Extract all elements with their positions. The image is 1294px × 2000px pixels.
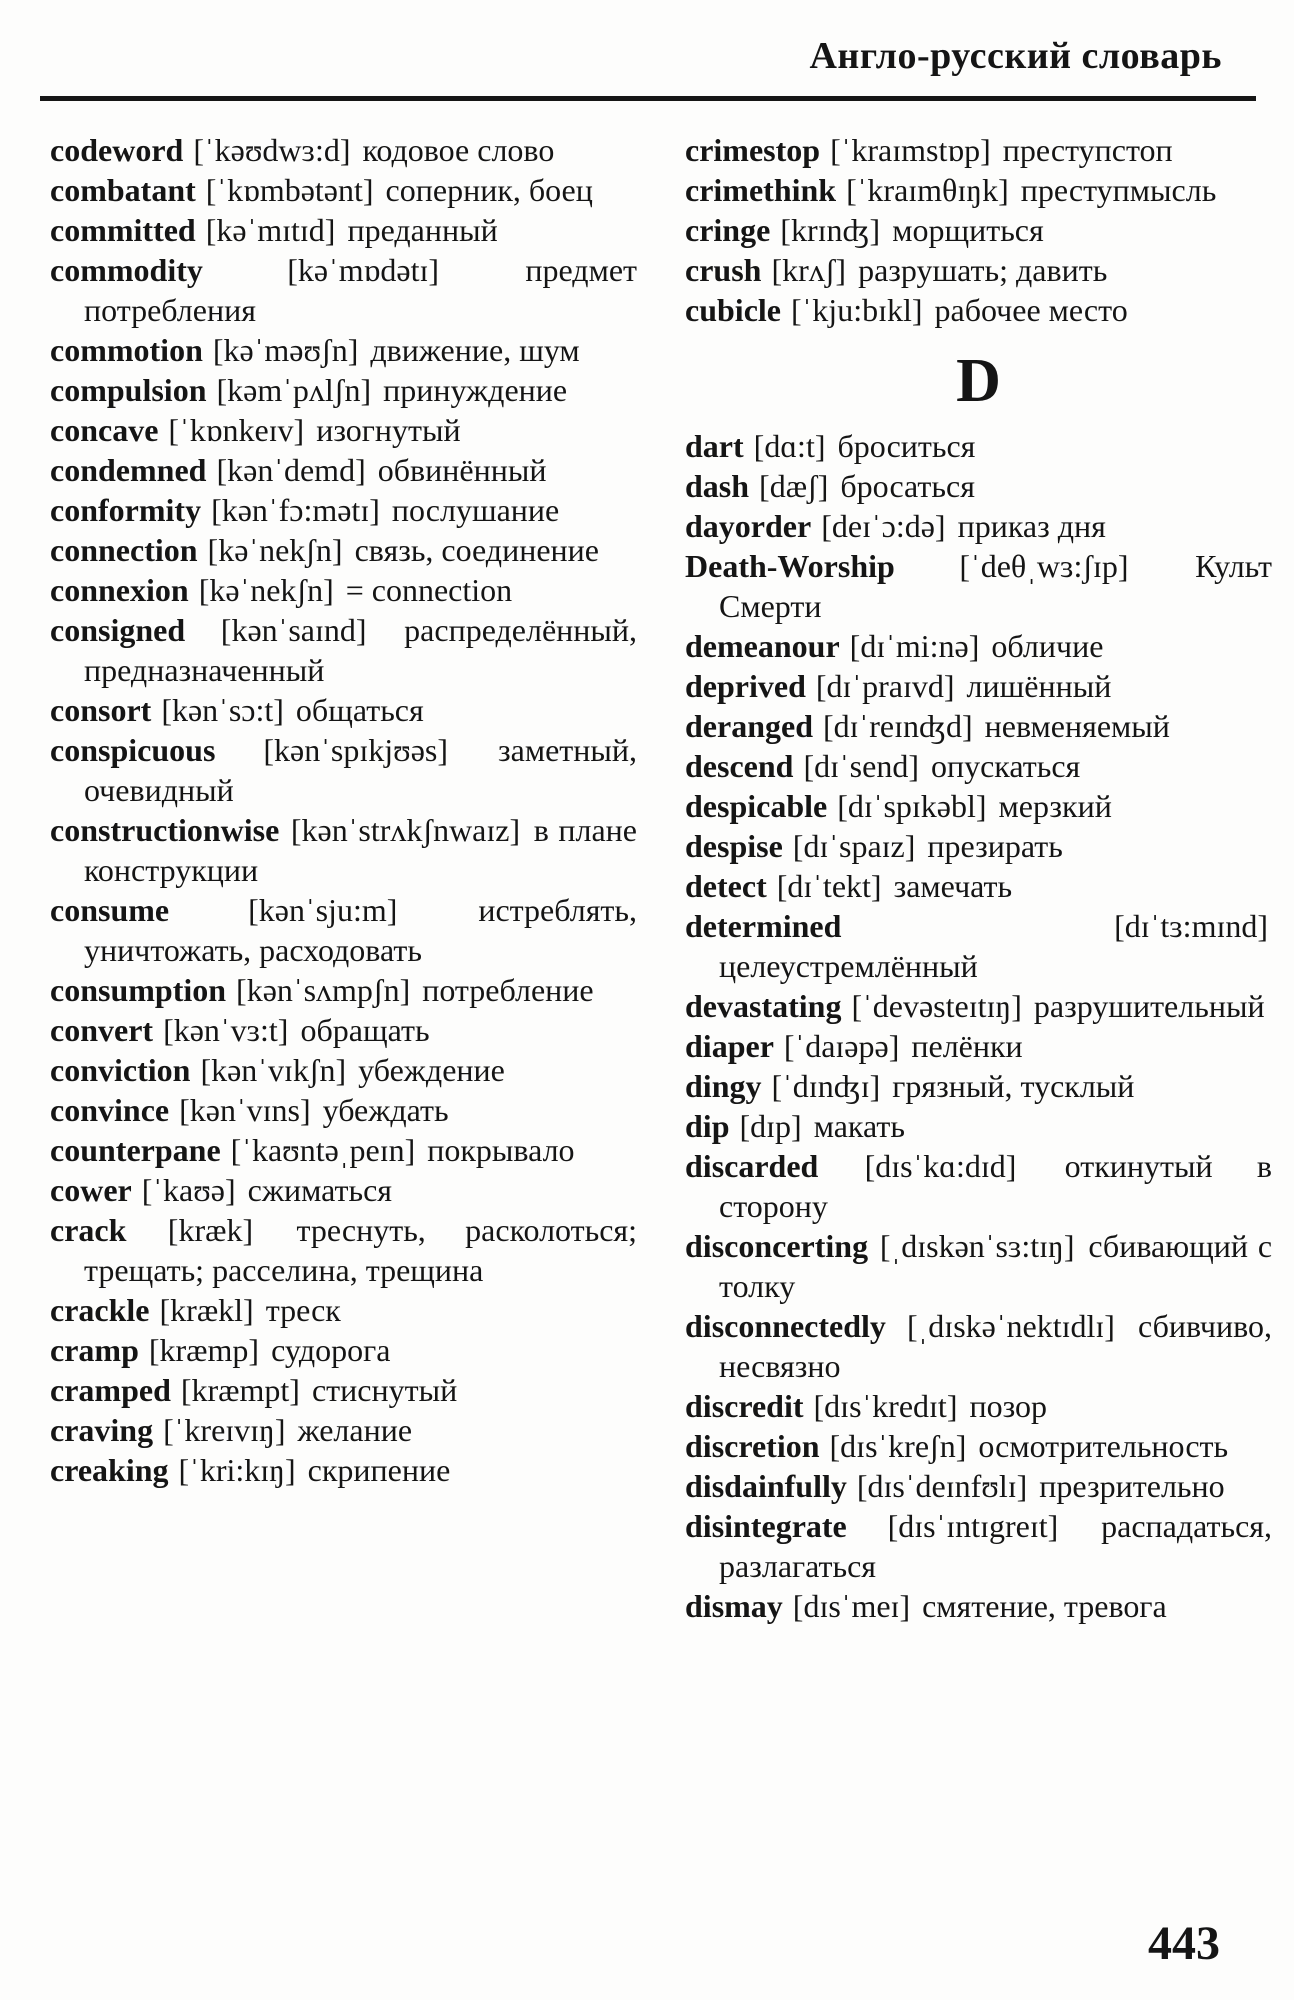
entry-headword: convince [50,1092,170,1128]
entry-translation: преданный [347,212,498,248]
entry-translation: истреблять, уничтожать, расходовать [84,892,637,968]
entry-transcription: [ˈdevəsteɪtɪŋ] [851,988,1022,1024]
entry-headword: conformity [50,492,202,528]
entry-headword: combatant [50,172,196,208]
entry-headword: connexion [50,572,189,608]
entry-transcription: [ˈkaʊə] [141,1172,236,1208]
entry-translation: лишённый [966,668,1112,704]
entry-transcription: [deɪˈɔ:də] [821,508,946,544]
dictionary-entry [685,546,1272,626]
entry-translation: потребление [422,972,594,1008]
entry-translation: приказ дня [957,508,1106,544]
dictionary-entry [685,666,1272,706]
dictionary-entry [685,1226,1272,1306]
entry-headword: consume [50,892,170,928]
columns-container [50,130,1272,1626]
entry-translation: судорога [271,1332,391,1368]
dictionary-entry [685,1306,1272,1386]
entry-headword: despise [685,828,783,864]
entry-transcription: [dɪˈspɪkəbl] [837,788,987,824]
entry-headword: disconcerting [685,1228,869,1264]
entry-transcription: [kəˈməʊʃn] [212,332,359,368]
entry-transcription: [dɪˈmi:nə] [849,628,980,664]
entry-transcription: [kəmˈpʌlʃn] [216,372,372,408]
entry-headword: condemned [50,452,207,488]
dictionary-entry [685,706,1272,746]
dictionary-entry [685,1026,1272,1066]
entry-translation: Культ Смерти [719,548,1273,624]
entry-headword: commotion [50,332,203,368]
entry-transcription: [kənˈvɪkʃn] [200,1052,347,1088]
entry-transcription: [dɑ:t] [753,428,826,464]
dictionary-entry [685,290,1272,330]
entry-transcription: [dɪsˈmeɪ] [792,1588,911,1624]
entry-translation: убеждать [322,1092,449,1128]
entry-translation: разрушительный [1033,988,1265,1024]
entry-translation: изогнутый [316,412,461,448]
entry-transcription: [dɪˈsend] [803,748,919,784]
entry-transcription: [dɪˈtɜ:mɪnd] [1114,908,1268,944]
entry-translation: в плане конструкции [84,812,638,888]
dictionary-entry [50,1290,637,1330]
entry-headword: disintegrate [685,1508,847,1544]
dictionary-entry [50,450,637,490]
entry-translation: принуждение [383,372,568,408]
entry-headword: detect [685,868,767,904]
entry-translation: скрипение [307,1452,451,1488]
dictionary-entry [685,1586,1272,1626]
entry-headword: devastating [685,988,842,1024]
dictionary-entry [50,890,637,970]
entry-translation: распределённый, предназначенный [84,612,638,688]
entry-headword: disdainfully [685,1468,847,1504]
dictionary-entry [50,1210,637,1290]
dictionary-entry [685,466,1272,506]
entry-transcription: [kənˈsɔ:t] [161,692,284,728]
entry-translation: покрывало [427,1132,575,1168]
dictionary-entry [50,130,637,170]
entry-headword: convert [50,1012,154,1048]
entry-translation: послушание [391,492,560,528]
dictionary-entry [685,426,1272,466]
entry-translation: обвинённый [377,452,547,488]
dictionary-entry [685,1466,1272,1506]
entry-transcription: [dɪsˈkreʃn] [829,1428,967,1464]
entry-transcription: [kənˈspɪkjʊəs] [263,732,448,768]
dictionary-entry [50,1090,637,1130]
entry-headword: codeword [50,132,184,168]
entry-translation: разрушать; давить [858,252,1108,288]
entry-translation: опускаться [930,748,1081,784]
entry-headword: deprived [685,668,806,704]
entry-transcription: [dɪp] [739,1108,802,1144]
dictionary-entry [685,1066,1272,1106]
entry-transcription: [dɪsˈkredɪt] [813,1388,958,1424]
dictionary-entry [685,746,1272,786]
entry-transcription: [dɪˈtekt] [776,868,882,904]
entry-translation: невменяемый [984,708,1170,744]
dictionary-entry [685,866,1272,906]
entry-headword: consigned [50,612,186,648]
entry-transcription: [dɪsˈkɑ:dɪd] [864,1148,1017,1184]
entry-translation: преступмысль [1020,172,1217,208]
entry-transcription: [krɪnʤ] [780,212,881,248]
entry-headword: cramp [50,1332,139,1368]
dictionary-entry [50,810,637,890]
dictionary-entry [50,1330,637,1370]
dictionary-entry [50,1450,637,1490]
entry-headword: dart [685,428,744,464]
entry-translation: макать [813,1108,905,1144]
entry-headword: despicable [685,788,828,824]
entry-translation: презирать [927,828,1063,864]
entry-translation: = connection [345,572,513,608]
entry-translation: движение, шум [370,332,580,368]
entry-translation: осмотрительность [978,1428,1229,1464]
entry-transcription: [ˈdeθˌwɜ:ʃɪp] [959,548,1129,584]
dictionary-entry [50,250,637,330]
dictionary-entry [685,826,1272,866]
entry-translation: позор [969,1388,1048,1424]
entry-headword: disconnectedly [685,1308,886,1344]
entry-translation: распадаться, разлагаться [719,1508,1273,1584]
entry-translation: смятение, тревога [922,1588,1167,1624]
dictionary-entry [50,1010,637,1050]
dictionary-entry [50,170,637,210]
entry-translation: преступстоп [1002,132,1173,168]
entry-headword: cringe [685,212,771,248]
entry-transcription: [dɪˈreɪnʤd] [823,708,973,744]
dictionary-entry [50,370,637,410]
entry-headword: consort [50,692,152,728]
entry-headword: consumption [50,972,227,1008]
entry-transcription: [ˈkri:kɪŋ] [178,1452,296,1488]
entry-transcription: [ˈdaɪəpə] [783,1028,900,1064]
entry-translation: треск [265,1292,341,1328]
entry-headword: commodity [50,252,203,288]
right-column [685,130,1272,1626]
entry-headword: dash [685,468,750,504]
entry-translation: броситься [837,428,976,464]
entry-transcription: [ˈkaʊntəˌpeɪn] [230,1132,416,1168]
dictionary-entry [685,906,1272,986]
entry-translation: замечать [893,868,1013,904]
entry-transcription: [kræmp] [148,1332,260,1368]
entry-transcription: [kræmpt] [180,1372,300,1408]
entry-headword: descend [685,748,794,784]
entry-transcription: [ˈkɒnkeɪv] [168,412,305,448]
entry-transcription: [dɪˈpraɪvd] [815,668,955,704]
entry-transcription: [dɪˈspaɪz] [792,828,916,864]
entry-transcription: [ˈkɒmbətənt] [205,172,374,208]
entry-translation: откинутый в сторону [719,1148,1272,1224]
entry-headword: dismay [685,1588,783,1624]
dictionary-entry [50,570,637,610]
entry-translation: бросаться [840,468,975,504]
entry-transcription: [kənˈvɪns] [179,1092,311,1128]
dictionary-entry [685,250,1272,290]
dictionary-entry [685,170,1272,210]
entry-headword: concave [50,412,159,448]
dictionary-entry [685,1426,1272,1466]
entry-headword: discarded [685,1148,819,1184]
entry-translation: сбивающий с толку [719,1228,1273,1304]
entry-translation: общаться [295,692,424,728]
entry-headword: crush [685,252,762,288]
entry-headword: diaper [685,1028,774,1064]
dictionary-entry [50,1410,637,1450]
entry-headword: conviction [50,1052,191,1088]
entry-translation: убеждение [358,1052,505,1088]
entry-headword: discretion [685,1428,820,1464]
dictionary-entry [685,786,1272,826]
dictionary-entry [685,1106,1272,1146]
dictionary-entry [50,1370,637,1410]
entry-transcription: [ˈkreɪvɪŋ] [163,1412,286,1448]
dictionary-entry [685,506,1272,546]
entry-headword: Death-Worship [685,548,895,584]
entry-transcription: [kənˈsju:m] [248,892,398,928]
entry-headword: crack [50,1212,127,1248]
entry-headword: dayorder [685,508,812,544]
page-title: Англо-русский словарь [809,35,1222,77]
dictionary-entry [50,210,637,250]
page-number: 443 [1148,1917,1220,1970]
entry-translation: мерзкий [998,788,1112,824]
dictionary-entry [50,330,637,370]
entry-transcription: [ˌdɪskənˈsɜ:tɪŋ] [879,1228,1075,1264]
entry-transcription: [ˌdɪskəˈnektɪdlɪ] [906,1308,1115,1344]
entry-translation: заметный, очевидный [84,732,638,808]
entry-translation: треснуть, расколоться; трещать; расселина, трещина [84,1212,638,1288]
entry-transcription: [dɪsˈdeɪnfʊlɪ] [856,1468,1028,1504]
entry-headword: cramped [50,1372,171,1408]
entry-headword: conspicuous [50,732,216,768]
entry-headword: dip [685,1108,730,1144]
header-rule [40,96,1256,101]
entry-headword: craving [50,1412,154,1448]
dictionary-entry [685,986,1272,1026]
dictionary-entry [685,626,1272,666]
entry-headword: counterpane [50,1132,221,1168]
entry-translation: предмет потребления [84,252,638,328]
entry-transcription: [kənˈstrʌkʃnwaɪz] [290,812,521,848]
entry-headword: deranged [685,708,813,744]
entry-translation: пелёнки [911,1028,1023,1064]
dictionary-entry [50,490,637,530]
entry-transcription: [ˈkraɪmθɪŋk] [846,172,1009,208]
entry-translation: кодовое слово [362,132,555,168]
dictionary-entry [50,1170,637,1210]
entry-translation: презрительно [1039,1468,1225,1504]
entry-headword: creaking [50,1452,169,1488]
entry-headword: cower [50,1172,132,1208]
dictionary-entry [50,1130,637,1170]
entry-headword: dingy [685,1068,762,1104]
entry-translation: желание [297,1412,413,1448]
dictionary-entry [50,970,637,1010]
dictionary-entry [685,1506,1272,1586]
entry-transcription: [dɪsˈɪntɪgreɪt] [887,1508,1059,1544]
entry-translation: стиснутый [311,1372,458,1408]
entry-transcription: [ˈdɪnʤɪ] [771,1068,881,1104]
entry-headword: crimestop [685,132,821,168]
entry-transcription: [kənˈvɜ:t] [163,1012,289,1048]
dictionary-entry [50,730,637,810]
entry-transcription: [kənˈfɔ:mətɪ] [211,492,380,528]
entry-headword: determined [685,908,842,944]
dictionary-entry [50,530,637,570]
entry-translation: обличие [991,628,1104,664]
entry-translation: сжиматься [247,1172,392,1208]
section-letter-heading: D [956,347,1001,415]
dictionary-entry [50,690,637,730]
entry-transcription: [krʌʃ] [771,252,847,288]
dictionary-entry [685,210,1272,250]
entry-translation: рабочее место [934,292,1128,328]
dictionary-entry [685,1386,1272,1426]
entry-translation: обращать [300,1012,430,1048]
entry-translation: целеустремлённый [719,948,978,984]
entry-transcription: [dæʃ] [759,468,829,504]
entry-headword: crimethink [685,172,837,208]
entry-headword: constructionwise [50,812,280,848]
entry-transcription: [kəˈmɒdətɪ] [287,252,440,288]
entry-transcription: [krækl] [159,1292,254,1328]
entry-translation: сбивчиво, несвязно [719,1308,1273,1384]
dictionary-entry [685,130,1272,170]
entry-headword: connection [50,532,198,568]
dictionary-entry [50,410,637,450]
entry-transcription: [kəˈnekʃn] [207,532,343,568]
entry-headword: demeanour [685,628,840,664]
dictionary-entry [50,1050,637,1090]
entry-translation: грязный, тусклый [892,1068,1135,1104]
entry-transcription: [kəˈmɪtɪd] [205,212,336,248]
entry-transcription: [kənˈsʌmpʃn] [236,972,411,1008]
left-column [50,130,637,1626]
entry-transcription: [ˈkju:bɪkl] [790,292,923,328]
entry-translation: соперник, боец [385,172,593,208]
entry-translation: морщиться [892,212,1044,248]
entry-transcription: [ˈkəʊdwɜ:d] [193,132,351,168]
entry-headword: cubicle [685,292,781,328]
entry-headword: crackle [50,1292,150,1328]
entry-headword: committed [50,212,196,248]
entry-transcription: [kənˈsaɪnd] [220,612,367,648]
dictionary-entry [685,1146,1272,1226]
entry-transcription: [kəˈnekʃn] [198,572,334,608]
entry-translation: связь, соединение [354,532,599,568]
dictionary-entry [50,610,637,690]
entry-headword: discredit [685,1388,804,1424]
entry-headword: compulsion [50,372,207,408]
entry-transcription: [kənˈdemd] [216,452,366,488]
entry-transcription: [kræk] [167,1212,254,1248]
entry-transcription: [ˈkraɪmstɒp] [830,132,991,168]
